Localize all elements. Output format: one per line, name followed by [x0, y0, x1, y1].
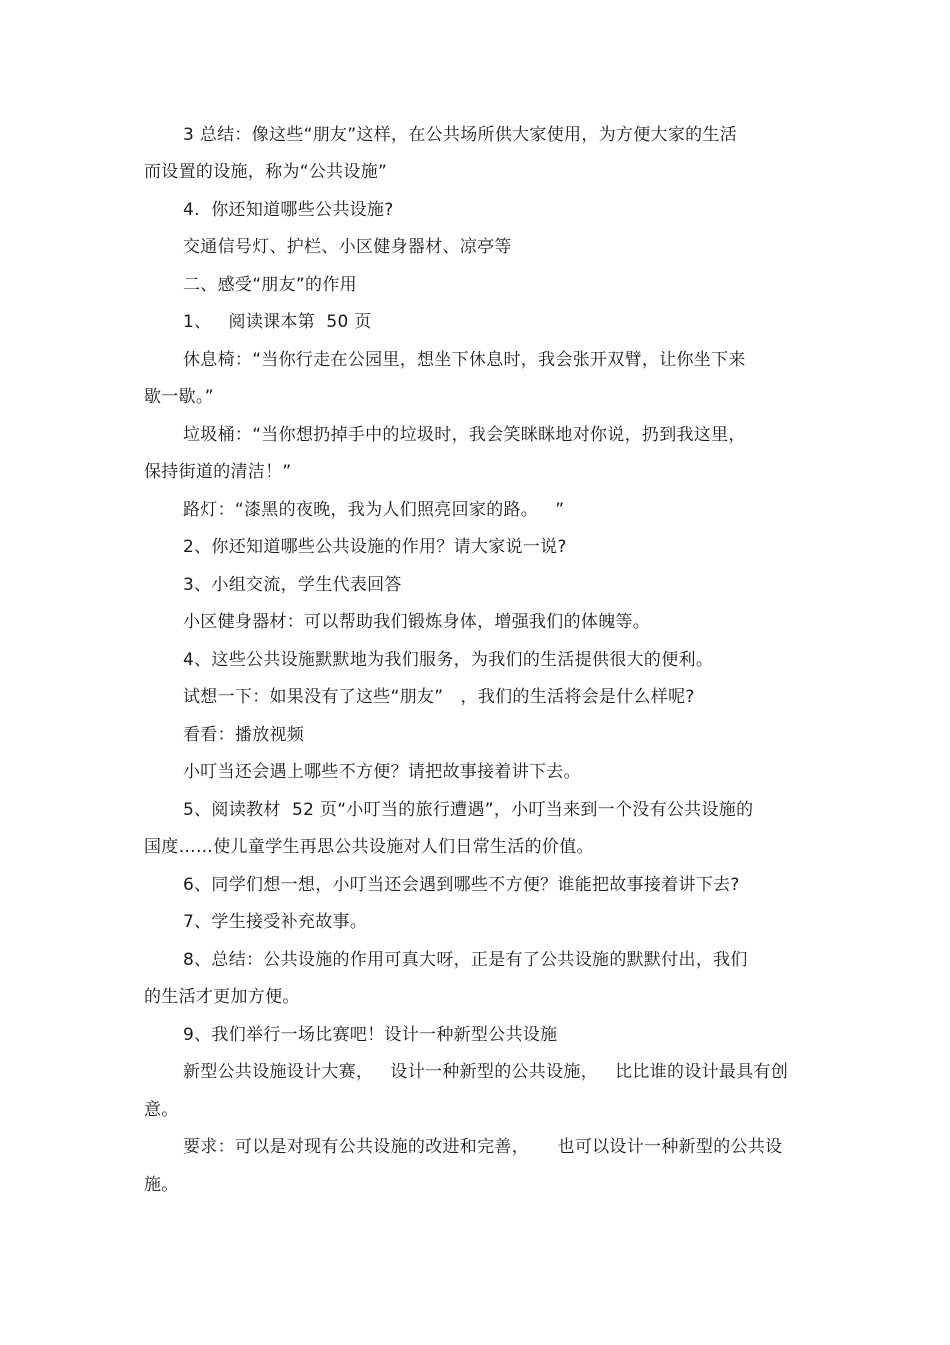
- text-line: 看看：播放视频: [183, 725, 305, 745]
- text-line: 小区健身器材：可以帮助我们锻炼身体，增强我们的体魄等。: [183, 612, 651, 632]
- text-line: 意。: [144, 1100, 179, 1120]
- text-line: 7、学生接受补充故事。: [183, 912, 368, 932]
- text-line: 3、小组交流，学生代表回答: [183, 575, 402, 595]
- text-line: 要求：可以是对现有公共设施的改进和完善， 也可以设计一种新型的公共设: [183, 1137, 783, 1157]
- text-line: 新型公共设施设计大赛， 设计一种新型的公共设施， 比比谁的设计最具有创: [183, 1062, 789, 1082]
- text-line: 试想一下：如果没有了这些“朋友” ，我们的生活将会是什么样呢?: [183, 687, 695, 707]
- text-line: 9、我们举行一场比赛吧！设计一种新型公共设施: [183, 1025, 558, 1045]
- text-line: 路灯：“漆黑的夜晚，我为人们照亮回家的路。 ”: [183, 500, 565, 520]
- text-line: 施。: [144, 1175, 179, 1195]
- text-line: 5、阅读教材 52 页“小叮当的旅行遭遇”，小叮当来到一个没有公共设施的: [183, 800, 754, 820]
- text-line: 1、 阅读课本第 50 页: [183, 312, 372, 332]
- text-line: 保持街道的清洁！”: [144, 462, 292, 482]
- text-line: 的生活才更加方便。: [144, 987, 300, 1007]
- text-line: 交通信号灯、护栏、小区健身器材、凉亭等: [183, 237, 512, 257]
- text-line: 4. 你还知道哪些公共设施?: [183, 200, 394, 220]
- section-heading: 二、感受“朋友”的作用: [183, 275, 357, 295]
- text-line: 小叮当还会遇上哪些不方便？请把故事接着讲下去。: [183, 762, 581, 782]
- text-line: 垃圾桶：“当你想扔掉手中的垃圾时，我会笑眯眯地对你说，扔到我这里，: [183, 425, 746, 445]
- text-line: 歇一歇。”: [144, 387, 214, 407]
- text-line: 6、同学们想一想，小叮当还会遇到哪些不方便？谁能把故事接着讲下去?: [183, 875, 740, 895]
- text-line: 8、总结：公共设施的作用可真大呀，正是有了公共设施的默默付出，我们: [183, 950, 748, 970]
- text-line: 4、这些公共设施默默地为我们服务，为我们的生活提供很大的便利。: [183, 650, 714, 670]
- text-line: 而设置的设施，称为“公共设施”: [144, 162, 388, 182]
- text-line: 休息椅：“当你行走在公园里，想坐下休息时，我会张开双臂，让你坐下来: [183, 350, 746, 370]
- text-line: 3 总结：像这些“朋友”这样，在公共场所供大家使用，为方便大家的生活: [183, 125, 738, 145]
- text-line: 2、你还知道哪些公共设施的作用？请大家说一说?: [183, 537, 567, 557]
- text-line: 国度……使儿童学生再思公共设施对人们日常生活的价值。: [144, 837, 594, 857]
